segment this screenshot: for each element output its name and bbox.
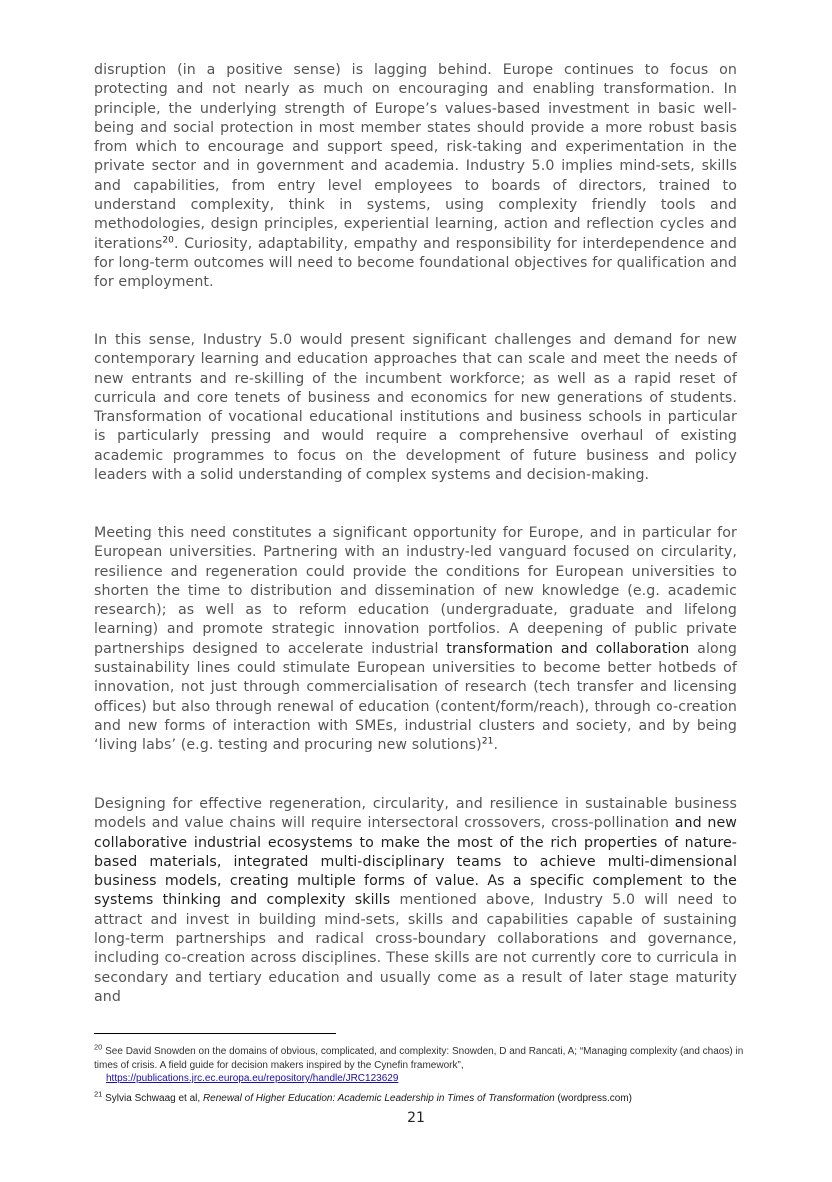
paragraph-2: In this sense, Industry 5.0 would present significant challenges and demand for new contemporary learning and education approaches that can scale and meet the needs of new entrants and re-skilling of the incumbent workforce; as well as a rapid reset of curricula and core tenets of business and economics for new generations of students. Transformation of vocational educational institutions and business schools in particular is particularly pressing and would require a comprehensive overhaul of existing academic programmes to focus on the development of future business and policy leaders with a solid understanding of complex systems and decision-making. (94, 332, 737, 484)
footnote-21-title: Renewal of Higher Education: Academic Leadership in Times of Transformation (202, 1093, 555, 1104)
paragraph-3-text-b: along sustainability lines could stimulate European universities to become better hotbeds of innovation, not just through commercialisation of research (tech transfer and licensing offices) but also through renewal of education (content/form/reach), through co-creation and new forms of interaction with SMEs, industrial clusters and society, and by being ‘living labs’ (e.g. testing and procuring new solutions) (94, 640, 737, 754)
paragraph-1 (94, 61, 737, 293)
footnote-separator (94, 1033, 336, 1034)
paragraph-4-text-a: Designing for effective regeneration, circularity, and resilience in sustainable business models and value chains will require intersectoral crossovers, cross-pollination (94, 796, 737, 832)
footnote-21 (94, 1089, 744, 1106)
footnote-20-text: See David Snowden on the domains of obvious, complicated, and complexity: Snowden, D and Rancati, A; “Managing complexity (and chaos) in times of crisis. A field guide for decision makers inspired by the Cynefin framework”, (94, 1046, 744, 1071)
footnote-21-source: (wordpress.com) (554, 1093, 632, 1104)
paragraph-4-emphasis: and new collaborative industrial ecosystems to make the most of the rich properties of nature-based materials, integrated multi-disciplinary teams to achieve multi-dimensional business models, creating multiple forms of value. As a specific complement to the systems thinking and complexity skills (94, 815, 738, 909)
paragraph-1-text-a: disruption (in a positive sense) is lagging behind. Europe continues to focus on protecting and not nearly as much on encouraging and enabling transformation. In principle, the underlying strength of Europe’s values-based investment in basic well-being and social protection in most member states should provide a more robust basis from which to encourage and support speed, risk-taking and experimentation in the private sector and in government and academia. Industry 5.0 implies mind-sets, skills and capabilities, from entry level employees to boards of directors, trained to understand complexity, think in systems, using complexity friendly tools and methodologies, design principles, experiential learning, action and reflection cycles and iterations (94, 62, 737, 252)
footnote-21-number: 21 (94, 1089, 103, 1099)
paragraph-3 (94, 524, 737, 756)
footnote-reference-20[interactable]: 20 (162, 234, 174, 245)
footnote-20 (94, 1042, 744, 1086)
paragraph-4-text-b: mentioned above, Industry 5.0 will need to attract and invest in building mind-sets, skills and capabilities capable of sustaining long-term partnerships and radical cross-boundary collaborations and governance, including co-creation across disciplines. These skills are not currently core to curricula in secondary and tertiary education and usually come as a result of later stage maturity and (94, 892, 737, 1005)
footnote-20-link[interactable]: https://publications.jrc.ec.europa.eu/repository/handle/JRC123629 (106, 1073, 399, 1084)
paragraph-4 (94, 795, 737, 1007)
footnote-reference-21[interactable]: 21 (481, 736, 494, 747)
page-number: 21 (407, 1110, 425, 1126)
footnote-21-author: Sylvia Schwaag et al, (102, 1093, 203, 1104)
paragraph-3-emphasis: transformation and collaboration (446, 640, 690, 657)
paragraph-3-text-c: . (493, 737, 499, 754)
footnote-20-number: 20 (94, 1042, 103, 1052)
paragraph-3-text-a: Meeting this need constitutes a significant opportunity for Europe, and in particular for European universities. Partnering with an industry-led vanguard focused on circularity, resilience and regeneration could provide the conditions for European universities to shorten the time to distribution and dissemination of new knowledge (e.g. academic research); as well as to reform education (undergraduate, graduate and lifelong learning) and promote strategic innovation portfolios. A deepening of public private partnerships designed to accelerate industrial (94, 525, 737, 657)
paragraph-1-text-b: . Curiosity, adaptability, empathy and responsibility for interdependence and for long-term outcomes will need to become foundational objectives for qualification and for employment. (94, 235, 737, 291)
